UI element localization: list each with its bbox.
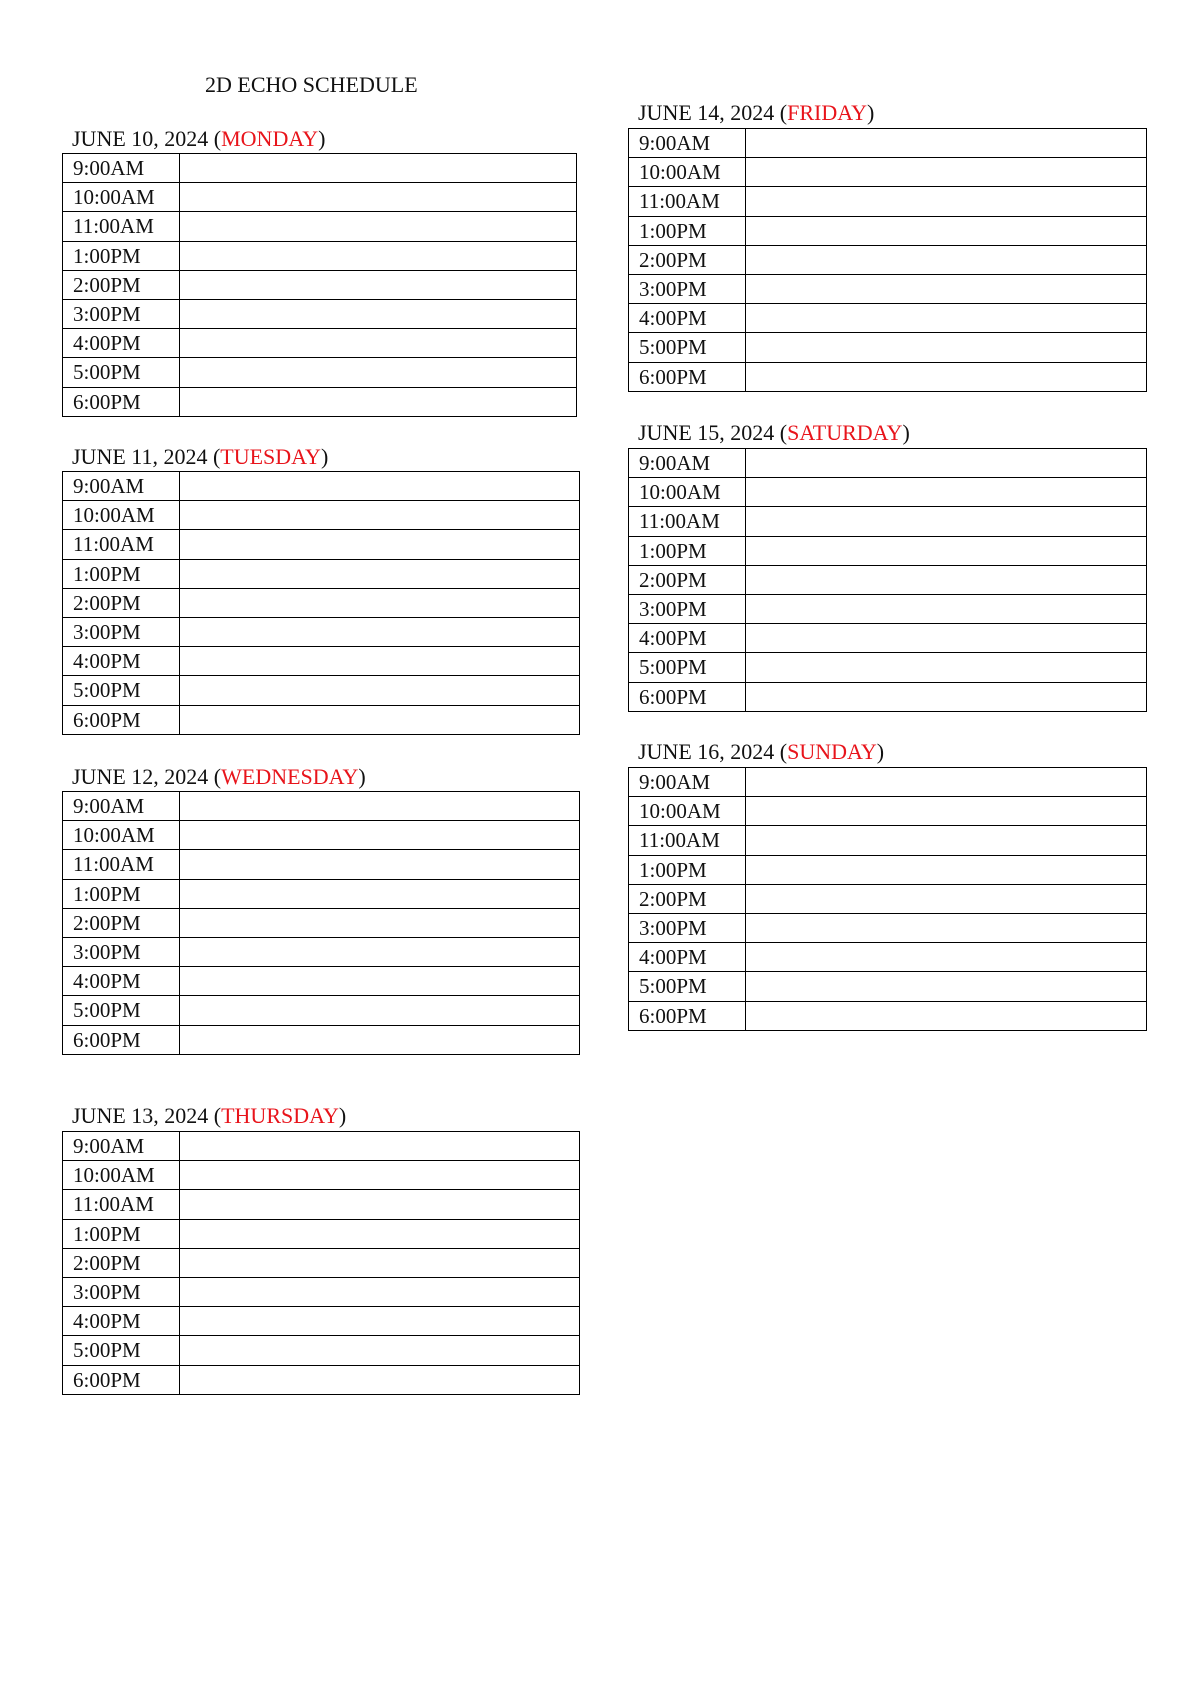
- time-slot-label: 3:00PM: [63, 299, 180, 328]
- table-row: [63, 559, 580, 588]
- table-row: [629, 565, 1147, 594]
- appointment-cell[interactable]: [180, 1219, 580, 1248]
- time-slot-label: 2:00PM: [629, 245, 746, 274]
- appointment-cell[interactable]: [180, 967, 580, 996]
- time-slot-label: 1:00PM: [629, 536, 746, 565]
- time-slot-label: 11:00AM: [63, 212, 180, 241]
- day-date: JUNE 11, 2024: [72, 444, 208, 469]
- table-row: [63, 879, 580, 908]
- table-row: [629, 826, 1147, 855]
- appointment-cell[interactable]: [746, 158, 1147, 187]
- table-row: [629, 943, 1147, 972]
- table-row: [629, 624, 1147, 653]
- appointment-cell[interactable]: [180, 647, 580, 676]
- table-row: [629, 129, 1147, 158]
- table-row: [63, 821, 580, 850]
- table-row: [63, 1025, 580, 1054]
- table-row: [629, 362, 1147, 391]
- table-row: [629, 158, 1147, 187]
- time-slot-table: [628, 448, 1147, 712]
- table-row: [63, 1365, 580, 1394]
- day-heading: JUNE 12, 2024 (WEDNESDAY): [72, 764, 366, 789]
- time-slot-label: 9:00AM: [63, 1132, 180, 1161]
- table-row: [63, 676, 580, 705]
- appointment-cell[interactable]: [180, 821, 580, 850]
- day-weekday: WEDNESDAY: [221, 764, 359, 789]
- table-row: [63, 501, 580, 530]
- appointment-cell[interactable]: [180, 299, 577, 328]
- appointment-cell[interactable]: [746, 333, 1147, 362]
- table-row: [629, 449, 1147, 478]
- appointment-cell[interactable]: [180, 559, 580, 588]
- table-row: [63, 1161, 580, 1190]
- appointment-cell[interactable]: [746, 274, 1147, 303]
- time-slot-label: 1:00PM: [63, 241, 180, 270]
- time-slot-label: 5:00PM: [63, 358, 180, 387]
- table-row: [63, 358, 577, 387]
- table-row: [63, 588, 580, 617]
- appointment-cell[interactable]: [746, 536, 1147, 565]
- table-row: [629, 1001, 1147, 1030]
- table-row: [63, 1248, 580, 1277]
- time-slot-label: 11:00AM: [63, 530, 180, 559]
- time-slot-table: [62, 153, 577, 417]
- table-row: [63, 329, 577, 358]
- time-slot-label: 10:00AM: [629, 478, 746, 507]
- appointment-cell[interactable]: [746, 478, 1147, 507]
- table-row: [63, 387, 577, 416]
- table-row: [63, 850, 580, 879]
- time-slot-label: 2:00PM: [63, 270, 180, 299]
- time-slot-label: 4:00PM: [629, 943, 746, 972]
- appointment-cell[interactable]: [180, 937, 580, 966]
- time-slot-label: 6:00PM: [629, 682, 746, 711]
- appointment-cell[interactable]: [180, 617, 580, 646]
- time-slot-label: 4:00PM: [63, 967, 180, 996]
- table-row: [629, 507, 1147, 536]
- time-slot-label: 2:00PM: [629, 884, 746, 913]
- appointment-cell[interactable]: [180, 908, 580, 937]
- time-slot-label: 9:00AM: [63, 154, 180, 183]
- day-weekday: SUNDAY: [787, 739, 877, 764]
- time-slot-label: 11:00AM: [63, 850, 180, 879]
- table-row: [629, 884, 1147, 913]
- time-slot-label: 4:00PM: [63, 329, 180, 358]
- appointment-cell[interactable]: [180, 1277, 580, 1306]
- day-date: JUNE 16, 2024: [638, 739, 775, 764]
- day-heading: JUNE 15, 2024 (SATURDAY): [638, 420, 910, 445]
- appointment-cell[interactable]: [180, 1365, 580, 1394]
- table-row: [63, 530, 580, 559]
- time-slot-table: [62, 791, 580, 1055]
- table-row: [63, 212, 577, 241]
- document-title: 2D ECHO SCHEDULE: [205, 72, 418, 97]
- time-slot-label: 6:00PM: [629, 1001, 746, 1030]
- table-row: [63, 270, 577, 299]
- appointment-cell[interactable]: [746, 855, 1147, 884]
- table-row: [63, 792, 580, 821]
- table-row: [63, 183, 577, 212]
- appointment-cell[interactable]: [180, 329, 577, 358]
- time-slot-label: 3:00PM: [629, 913, 746, 942]
- time-slot-label: 5:00PM: [629, 653, 746, 682]
- time-slot-label: 4:00PM: [629, 304, 746, 333]
- time-slot-label: 10:00AM: [63, 501, 180, 530]
- day-weekday: SATURDAY: [787, 420, 903, 445]
- time-slot-label: 6:00PM: [63, 705, 180, 734]
- appointment-cell[interactable]: [180, 850, 580, 879]
- table-row: [63, 617, 580, 646]
- day-weekday: THURSDAY: [221, 1103, 339, 1128]
- time-slot-label: 6:00PM: [63, 1365, 180, 1394]
- day-heading: JUNE 13, 2024 (THURSDAY): [72, 1103, 347, 1128]
- table-row: [63, 1219, 580, 1248]
- appointment-cell[interactable]: [746, 449, 1147, 478]
- table-row: [629, 594, 1147, 623]
- appointment-cell[interactable]: [180, 241, 577, 270]
- time-slot-label: 9:00AM: [63, 472, 180, 501]
- appointment-cell[interactable]: [180, 183, 577, 212]
- table-row: [63, 241, 577, 270]
- table-row: [629, 245, 1147, 274]
- time-slot-label: 4:00PM: [63, 1307, 180, 1336]
- table-row: [629, 274, 1147, 303]
- appointment-cell[interactable]: [180, 792, 580, 821]
- table-row: [629, 536, 1147, 565]
- table-row: [63, 154, 577, 183]
- appointment-cell[interactable]: [746, 768, 1147, 797]
- appointment-cell[interactable]: [746, 972, 1147, 1001]
- table-row: [63, 967, 580, 996]
- table-row: [629, 187, 1147, 216]
- table-row: [629, 768, 1147, 797]
- time-slot-label: 3:00PM: [629, 594, 746, 623]
- table-row: [629, 478, 1147, 507]
- appointment-cell[interactable]: [180, 1190, 580, 1219]
- appointment-cell[interactable]: [180, 530, 580, 559]
- table-row: [63, 299, 577, 328]
- appointment-cell[interactable]: [746, 129, 1147, 158]
- time-slot-label: 9:00AM: [629, 449, 746, 478]
- appointment-cell[interactable]: [746, 682, 1147, 711]
- time-slot-label: 1:00PM: [63, 1219, 180, 1248]
- appointment-cell[interactable]: [746, 797, 1147, 826]
- time-slot-label: 11:00AM: [629, 826, 746, 855]
- time-slot-label: 11:00AM: [629, 507, 746, 536]
- appointment-cell[interactable]: [746, 362, 1147, 391]
- table-row: [63, 647, 580, 676]
- day-weekday: TUESDAY: [220, 444, 321, 469]
- day-date: JUNE 12, 2024: [72, 764, 209, 789]
- table-row: [63, 1336, 580, 1365]
- time-slot-label: 1:00PM: [63, 559, 180, 588]
- table-row: [63, 472, 580, 501]
- appointment-cell[interactable]: [180, 676, 580, 705]
- appointment-cell[interactable]: [746, 624, 1147, 653]
- appointment-cell[interactable]: [180, 212, 577, 241]
- table-row: [63, 937, 580, 966]
- time-slot-label: 3:00PM: [63, 1277, 180, 1306]
- appointment-cell[interactable]: [180, 501, 580, 530]
- table-row: [629, 972, 1147, 1001]
- appointment-cell[interactable]: [180, 879, 580, 908]
- time-slot-label: 10:00AM: [63, 183, 180, 212]
- appointment-cell[interactable]: [746, 653, 1147, 682]
- time-slot-table: [628, 128, 1147, 392]
- time-slot-label: 9:00AM: [63, 792, 180, 821]
- appointment-cell[interactable]: [180, 705, 580, 734]
- day-heading: JUNE 11, 2024 (TUESDAY): [72, 444, 329, 469]
- time-slot-label: 9:00AM: [629, 768, 746, 797]
- appointment-cell[interactable]: [180, 1161, 580, 1190]
- table-row: [629, 653, 1147, 682]
- time-slot-label: 6:00PM: [63, 387, 180, 416]
- table-row: [63, 705, 580, 734]
- time-slot-label: 3:00PM: [629, 274, 746, 303]
- appointment-cell[interactable]: [746, 1001, 1147, 1030]
- time-slot-label: 4:00PM: [629, 624, 746, 653]
- time-slot-label: 6:00PM: [63, 1025, 180, 1054]
- time-slot-label: 10:00AM: [629, 158, 746, 187]
- day-date: JUNE 13, 2024: [72, 1103, 209, 1128]
- appointment-cell[interactable]: [746, 245, 1147, 274]
- appointment-cell[interactable]: [180, 472, 580, 501]
- day-date: JUNE 14, 2024: [638, 100, 775, 125]
- table-row: [63, 908, 580, 937]
- time-slot-label: 1:00PM: [629, 855, 746, 884]
- time-slot-label: 6:00PM: [629, 362, 746, 391]
- day-weekday: MONDAY: [221, 126, 319, 151]
- appointment-cell[interactable]: [746, 594, 1147, 623]
- table-row: [629, 855, 1147, 884]
- appointment-cell[interactable]: [180, 996, 580, 1025]
- table-row: [629, 797, 1147, 826]
- day-date: JUNE 15, 2024: [638, 420, 775, 445]
- appointment-cell[interactable]: [746, 507, 1147, 536]
- appointment-cell[interactable]: [180, 358, 577, 387]
- appointment-cell[interactable]: [180, 1132, 580, 1161]
- appointment-cell[interactable]: [180, 1248, 580, 1277]
- appointment-cell[interactable]: [746, 884, 1147, 913]
- table-row: [629, 304, 1147, 333]
- appointment-cell[interactable]: [746, 943, 1147, 972]
- table-row: [63, 1190, 580, 1219]
- appointment-cell[interactable]: [746, 565, 1147, 594]
- table-row: [629, 913, 1147, 942]
- appointment-cell[interactable]: [746, 216, 1147, 245]
- time-slot-label: 2:00PM: [63, 588, 180, 617]
- appointment-cell[interactable]: [746, 913, 1147, 942]
- time-slot-label: 9:00AM: [629, 129, 746, 158]
- table-row: [629, 333, 1147, 362]
- time-slot-table: [62, 1131, 580, 1395]
- day-heading: JUNE 10, 2024 (MONDAY): [72, 126, 326, 151]
- table-row: [63, 1132, 580, 1161]
- appointment-cell[interactable]: [746, 304, 1147, 333]
- appointment-cell[interactable]: [180, 1307, 580, 1336]
- appointment-cell[interactable]: [180, 387, 577, 416]
- time-slot-label: 3:00PM: [63, 937, 180, 966]
- time-slot-table: [628, 767, 1147, 1031]
- time-slot-label: 5:00PM: [629, 972, 746, 1001]
- time-slot-label: 1:00PM: [629, 216, 746, 245]
- time-slot-label: 5:00PM: [629, 333, 746, 362]
- appointment-cell[interactable]: [180, 154, 577, 183]
- time-slot-label: 11:00AM: [629, 187, 746, 216]
- table-row: [629, 216, 1147, 245]
- table-row: [63, 1277, 580, 1306]
- day-weekday: FRIDAY: [787, 100, 867, 125]
- appointment-cell[interactable]: [746, 187, 1147, 216]
- time-slot-table: [62, 471, 580, 735]
- time-slot-label: 5:00PM: [63, 996, 180, 1025]
- time-slot-label: 5:00PM: [63, 1336, 180, 1365]
- day-date: JUNE 10, 2024: [72, 126, 209, 151]
- day-heading: JUNE 16, 2024 (SUNDAY): [638, 739, 885, 764]
- time-slot-label: 11:00AM: [63, 1190, 180, 1219]
- table-row: [63, 1307, 580, 1336]
- time-slot-label: 10:00AM: [63, 1161, 180, 1190]
- time-slot-label: 10:00AM: [629, 797, 746, 826]
- table-row: [629, 682, 1147, 711]
- table-row: [63, 996, 580, 1025]
- time-slot-label: 10:00AM: [63, 821, 180, 850]
- appointment-cell[interactable]: [180, 1025, 580, 1054]
- time-slot-label: 1:00PM: [63, 879, 180, 908]
- appointment-cell[interactable]: [180, 588, 580, 617]
- time-slot-label: 2:00PM: [63, 1248, 180, 1277]
- day-heading: JUNE 14, 2024 (FRIDAY): [638, 100, 875, 125]
- appointment-cell[interactable]: [180, 1336, 580, 1365]
- time-slot-label: 3:00PM: [63, 617, 180, 646]
- appointment-cell[interactable]: [180, 270, 577, 299]
- time-slot-label: 5:00PM: [63, 676, 180, 705]
- time-slot-label: 2:00PM: [629, 565, 746, 594]
- time-slot-label: 2:00PM: [63, 908, 180, 937]
- time-slot-label: 4:00PM: [63, 647, 180, 676]
- appointment-cell[interactable]: [746, 826, 1147, 855]
